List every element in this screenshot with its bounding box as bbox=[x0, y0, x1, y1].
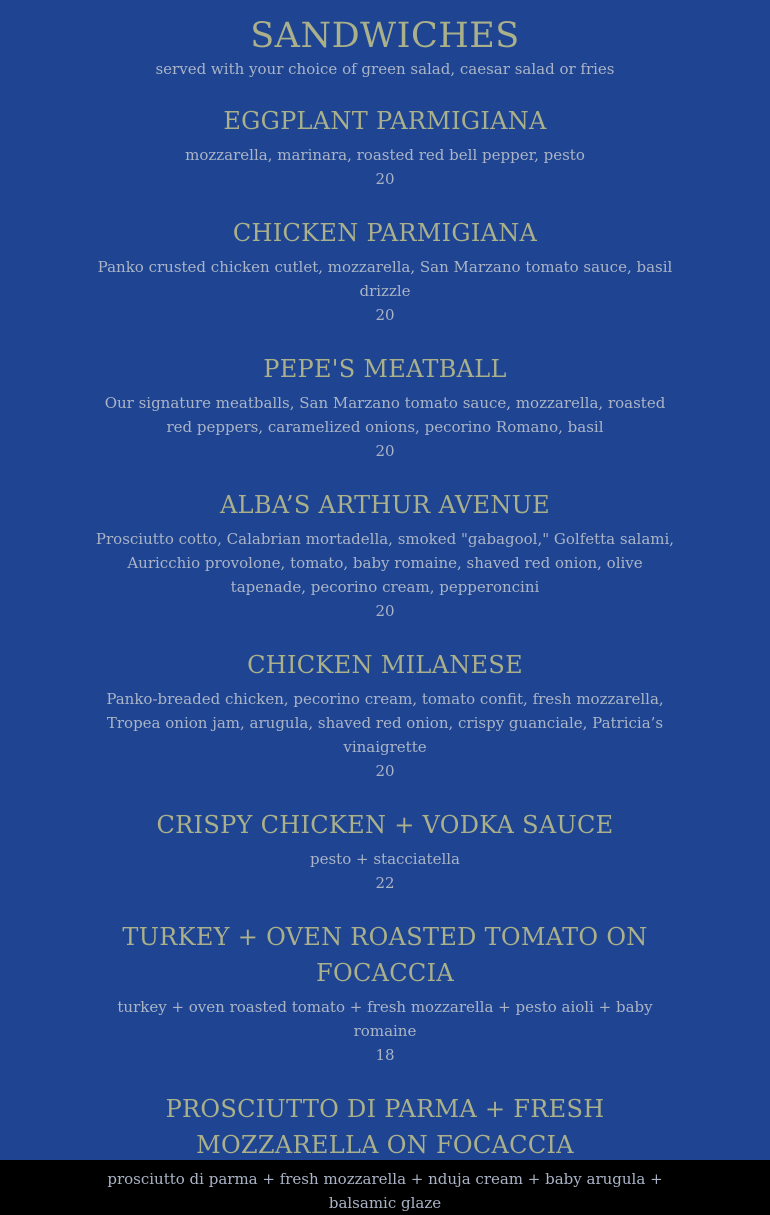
item-description: prosciutto di parma + fresh mozzarella + nduja cream + baby arugula + balsamic glaze bbox=[107, 1170, 663, 1212]
menu-item bbox=[0, 1091, 770, 1215]
item-name: TURKEY + OVEN ROASTED TOMATO ON FOCACCIA bbox=[122, 923, 648, 987]
item-name: EGGPLANT PARMIGIANA bbox=[223, 107, 547, 135]
item-name: PROSCIUTTO DI PARMA + FRESH MOZZARELLA ON FOCACCIA bbox=[165, 1095, 605, 1159]
menu-item bbox=[0, 215, 770, 327]
item-description: Our signature meatballs, San Marzano tomato sauce, mozzarella, roasted red peppers, caramelized onions, pecorino Romano, basil bbox=[104, 394, 666, 436]
item-name: CHICKEN PARMIGIANA bbox=[232, 219, 538, 247]
item-price: 18 bbox=[375, 1046, 395, 1064]
item-name: CHICKEN MILANESE bbox=[247, 651, 523, 679]
item-description: Prosciutto cotto, Calabrian mortadella, smoked "gabagool," Golfetta salami, Auricchio provolone, tomato, baby romaine, shaved red onion, olive tapenade, pecorino cream, pepperoncini bbox=[95, 530, 675, 596]
menu-item bbox=[0, 647, 770, 783]
item-description: turkey + oven roasted tomato + fresh mozzarella + pesto aioli + baby romaine bbox=[117, 998, 653, 1040]
section-title: SANDWICHES bbox=[250, 16, 520, 56]
item-price: 20 bbox=[375, 170, 395, 188]
menu-item bbox=[0, 103, 770, 191]
section-subtitle: served with your choice of green salad, caesar salad or fries bbox=[155, 60, 615, 78]
item-price: 20 bbox=[375, 306, 395, 324]
item-description: Panko crusted chicken cutlet, mozzarella, San Marzano tomato sauce, basil drizzle bbox=[97, 258, 673, 300]
menu-item bbox=[0, 919, 770, 1067]
item-name: PEPE'S MEATBALL bbox=[263, 355, 507, 383]
item-price: 20 bbox=[375, 442, 395, 460]
item-name: CRISPY CHICKEN + VODKA SAUCE bbox=[156, 811, 614, 839]
item-description: mozzarella, marinara, roasted red bell pepper, pesto bbox=[185, 146, 585, 164]
item-price: 22 bbox=[375, 874, 395, 892]
item-price: 20 bbox=[375, 762, 395, 780]
item-price: 20 bbox=[375, 602, 395, 620]
menu-item bbox=[0, 807, 770, 895]
item-description: pesto + stacciatella bbox=[310, 850, 460, 868]
item-name: ALBA’S ARTHUR AVENUE bbox=[220, 491, 550, 519]
menu-item bbox=[0, 487, 770, 623]
menu-item bbox=[0, 351, 770, 463]
item-description: Panko-breaded chicken, pecorino cream, tomato confit, fresh mozzarella, Tropea onion jam, arugula, shaved red onion, crispy guanciale, Patricia’s vinaigrette bbox=[106, 690, 664, 756]
